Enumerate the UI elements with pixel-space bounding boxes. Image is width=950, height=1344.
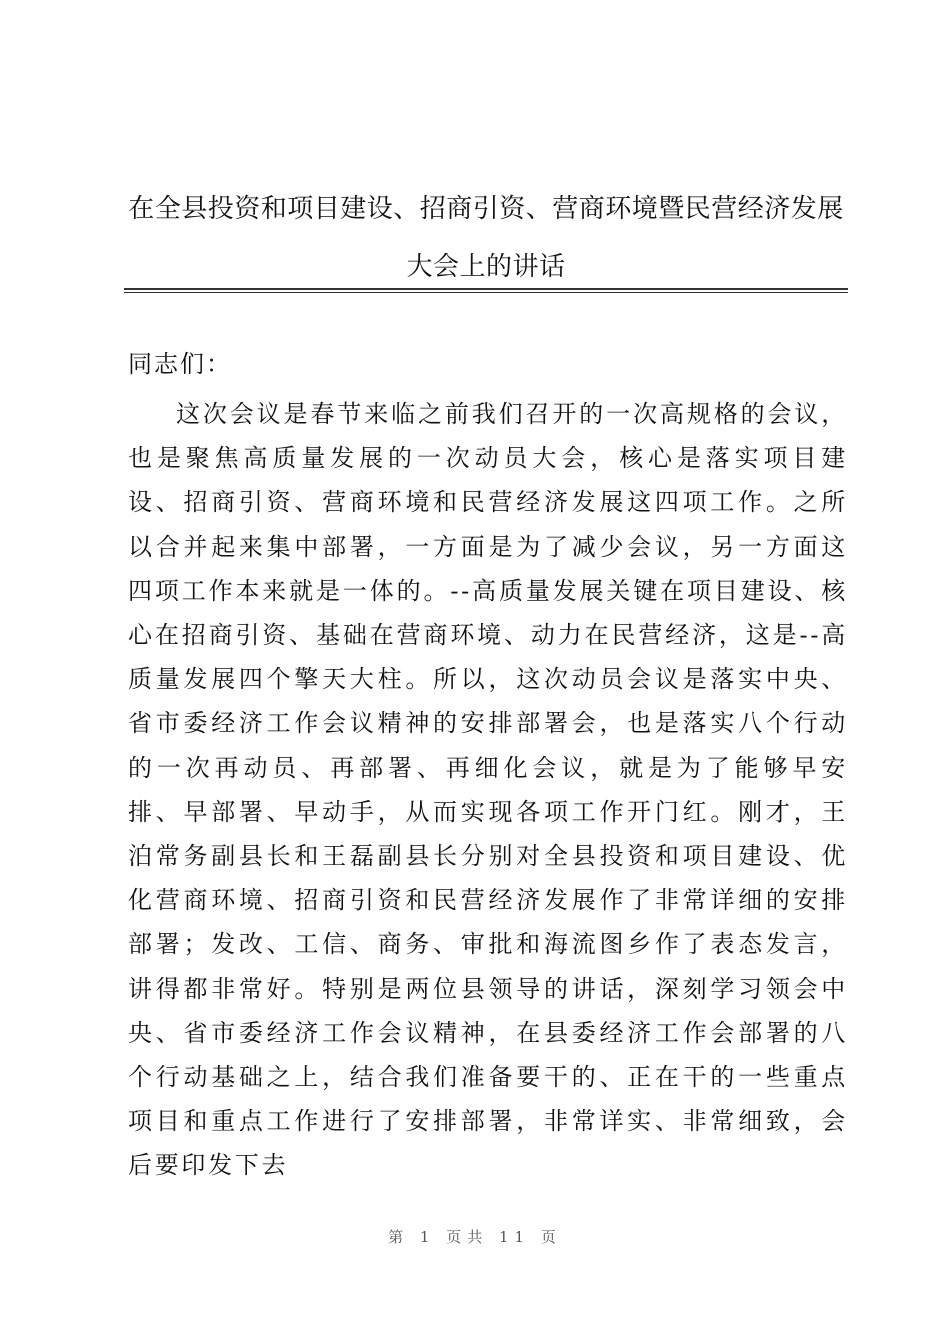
- salutation: 同志们：: [128, 350, 232, 378]
- body-paragraph: 这次会议是春节来临之前我们召开的一次高规格的会议，也是聚焦高质量发展的一次动员大会，核心是落实项目建设、招商引资、营商环境和民营经济发展这四项工作。之所以合并起来集中部署，一方面是为了减少会议，另一方面这四项工作本来就是一体的。--高质量发展关键在项目建设、核心在招商引资、基础在营商环境、动力在民营经济，这是--高质量发展四个擎天大柱。所以，这次动员会议是落实中央、省市委经济工作会议精神的安排部署会，也是落实八个行动的一次再动员、再部署、再细化会议，就是为了能够早安排、早部署、早动手，从而实现各项工作开门红。刚才，王泊常务副县长和王磊副县长分别对全县投资和项目建设、优化营商环境、招商引资和民营经济发展作了非常详细的安排部署；发改、工信、商务、审批和海流图乡作了表态发言，讲得都非常好。特别是两位县领导的讲话，深刻学习领会中央、省市委经济工作会议精神，在县委经济工作会部署的八个行动基础之上，结合我们准备要干的、正在干的一些重点项目和重点工作进行了安排部署，非常详实、非常细致，会后要印发下去: [128, 400, 848, 1180]
- document-title: 在全县投资和项目建设、招商引资、营商环境暨民营经济发展大会上的讲话: [128, 194, 844, 282]
- page-footer: 第 1 页共 11 页: [388, 1228, 562, 1246]
- title-divider: [124, 288, 848, 290]
- title-divider-thin: [124, 292, 848, 293]
